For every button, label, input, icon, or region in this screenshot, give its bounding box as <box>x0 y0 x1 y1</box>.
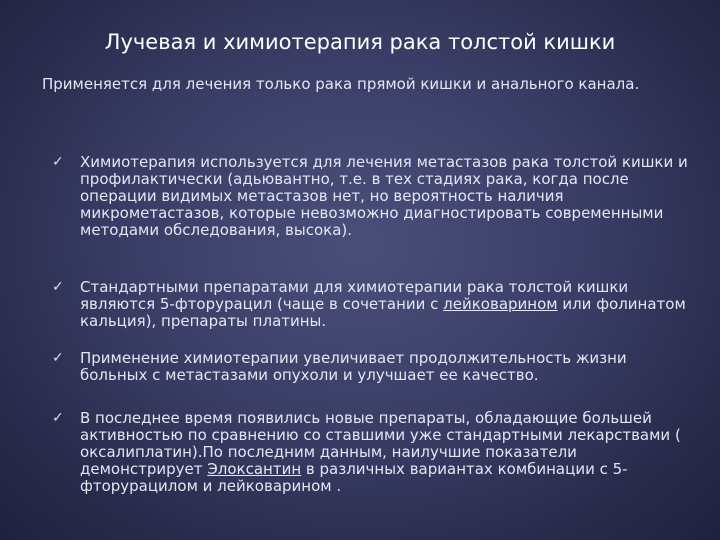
bullet-text-2-start: Стандартными препаратами для химиотерапии рака толстой кишки являются 5-фторурацил (чаще в сочетании с <box>80 278 629 313</box>
eloxatin-link[interactable]: Элоксантин <box>207 460 302 478</box>
bullet-text-1: Химиотерапия используется для лечения метастазов рака толстой кишки и профилактически (адьювантно, т.е. в тех стадиях рака, когда после операции видимых метастазов нет, но вероятность наличия микрометастазов, которые невозможно диагностировать современными методами обследования, высока). <box>80 153 688 239</box>
checkmark-icon: ✓ <box>52 279 64 295</box>
bullet-text-2 <box>80 279 692 330</box>
bullet-text-4-start: В последнее время появились новые препараты, обладающие большей активностью по сравнению со ставшими уже стандартными лекарствами ( оксалиплатин).По последним данным, наилучшие показатели демонстрирует <box>80 409 681 478</box>
leucovorin-link[interactable]: лейковарином <box>443 295 558 313</box>
checkmark-icon: ✓ <box>52 154 64 170</box>
bullet-text-2-end: или фолинатом кальция), препараты платины. <box>80 295 686 330</box>
bullet-text-4 <box>80 410 692 495</box>
intro-text: Применяется для лечения только рака прямой кишки и анального канала. <box>42 75 640 93</box>
bullet-text-4-end: в различных вариантах комбинации с 5-фторурацилом и лейковарином . <box>80 460 628 495</box>
slide-title: Лучевая и химиотерапия рака толстой кишки <box>104 30 616 54</box>
bullet-text-3: Применение химиотерапии увеличивает продолжительность жизни больных с метастазами опухоли и улучшает ее качество. <box>80 349 627 384</box>
checkmark-icon: ✓ <box>52 410 64 426</box>
checkmark-icon: ✓ <box>52 350 64 366</box>
